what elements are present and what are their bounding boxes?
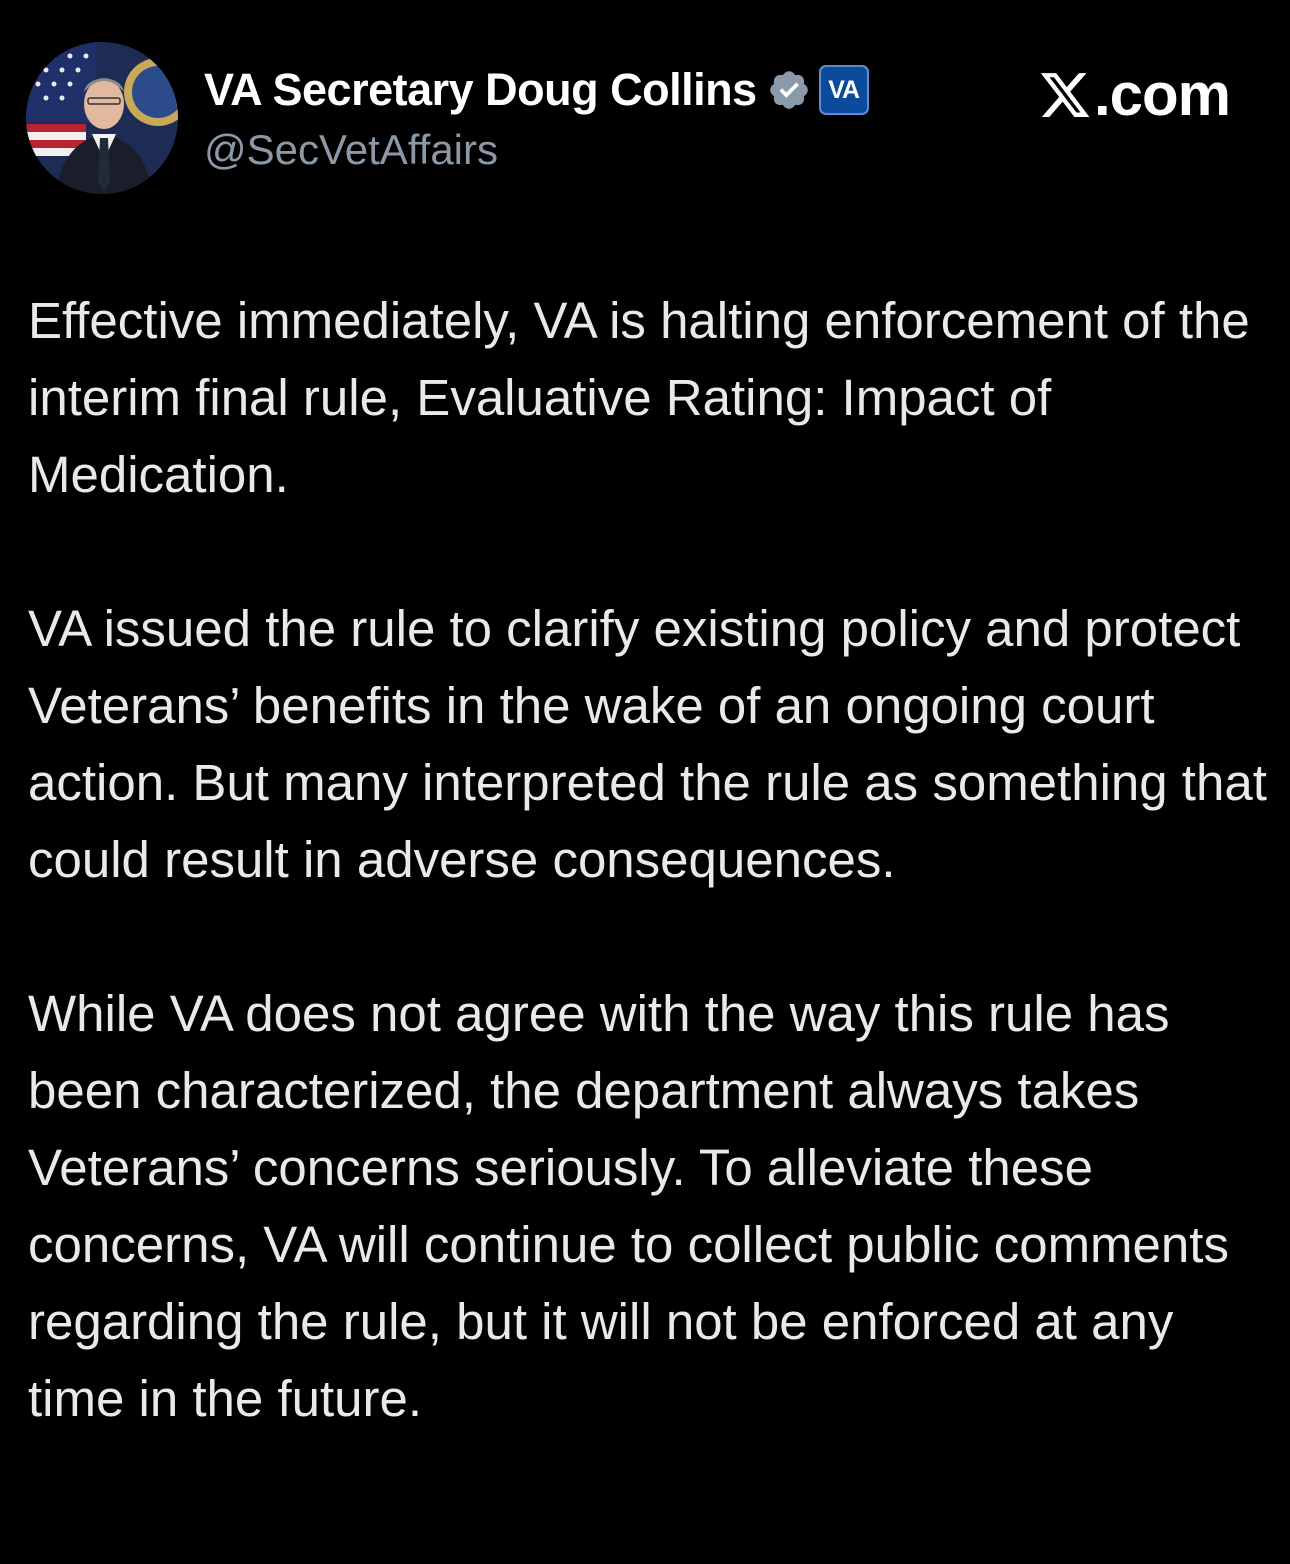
tweet-paragraph: While VA does not agree with the way this rule has been characterized, the department always takes Veterans’ concerns seriously. To alleviate these concerns, VA will continue to collect public comments regarding the rule, but it will not be enforced at any time in the future.	[28, 985, 1229, 1427]
avatar[interactable]	[26, 42, 178, 194]
tweet-text	[28, 282, 1268, 1437]
tweet-paragraph: Effective immediately, VA is halting enforcement of the interim final rule, Evaluative Rating: Impact of Medication.	[28, 292, 1250, 503]
tweet-header	[26, 42, 1266, 202]
affiliate-badge[interactable]: VA	[819, 65, 869, 115]
author-name-row	[204, 62, 869, 118]
site-text: .com	[1093, 61, 1230, 128]
verified-badge-icon	[767, 68, 811, 112]
x-logo-icon	[1038, 68, 1092, 122]
author-display-name[interactable]: VA Secretary Doug Collins	[204, 64, 757, 115]
profile-photo	[26, 42, 178, 194]
author-handle[interactable]: @SecVetAffairs	[204, 126, 498, 173]
site-watermark	[1038, 60, 1230, 129]
tweet-paragraph: VA issued the rule to clarify existing policy and protect Veterans’ benefits in the wake of an ongoing court action. But many interpreted the rule as something that could result in adverse consequences.	[28, 600, 1267, 888]
